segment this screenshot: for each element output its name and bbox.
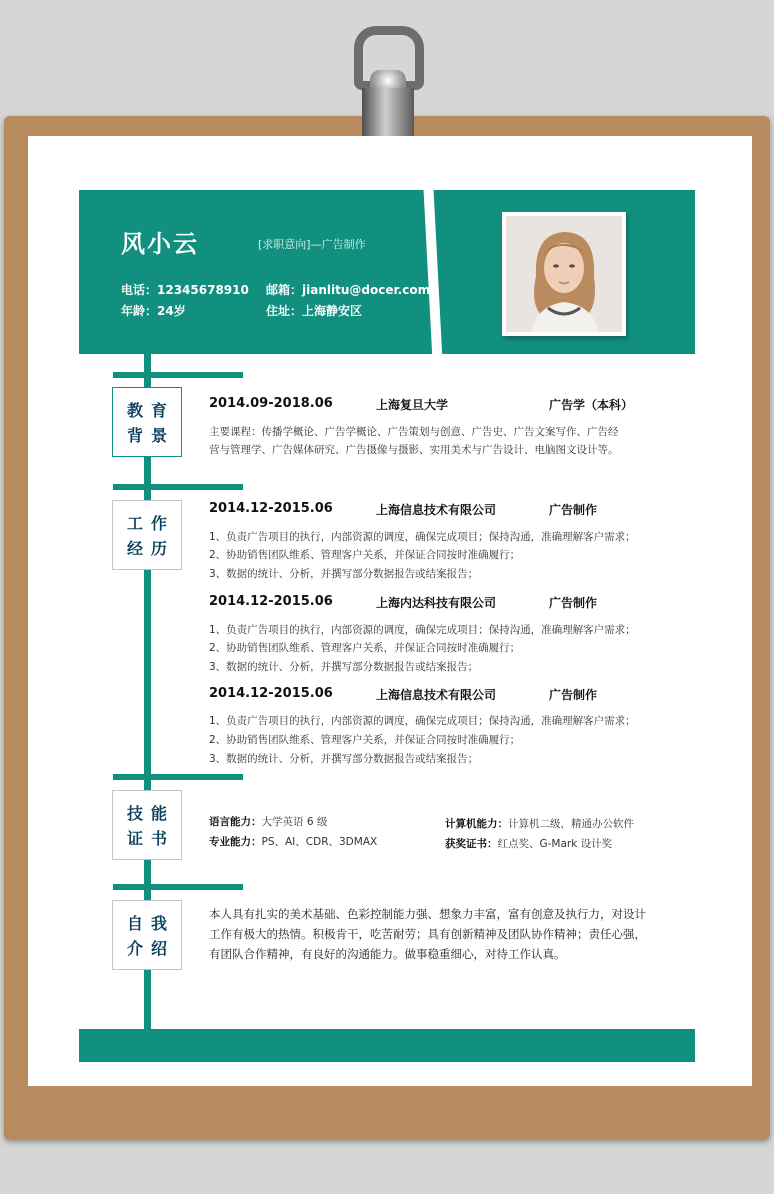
work-3-period: 2014.12-2015.06 — [209, 686, 333, 701]
avatar — [502, 212, 626, 336]
job-intent: [求职意向]—广告制作 — [258, 238, 366, 251]
skill-language: 语言能力：大学英语 6 级 — [209, 816, 328, 828]
education-courses-2: 营与管理学、广告媒体研究、广告摄像与摄影、实用美术与广告设计、电脑图文设计等。 — [209, 444, 619, 456]
work-2-duty-1: 1、负责广告项目的执行，内部资源的调度，确保完成项目；保持沟通，准确理解客户需求； — [209, 624, 636, 636]
work-2-duty-2: 2、协助销售团队维系、管理客户关系，并保证合同按时准确履行； — [209, 642, 521, 654]
education-bar — [113, 372, 243, 378]
work-3-duty-1: 1、负责广告项目的执行，内部资源的调度，确保完成项目；保持沟通，准确理解客户需求； — [209, 715, 636, 727]
skills-bar — [113, 774, 243, 780]
work-1-role: 广告制作 — [549, 503, 598, 517]
education-courses-1: 主要课程：传播学概论、广告学概论、广告策划与创意、广告史、广告文案写作、广告经 — [209, 426, 619, 438]
intro-bar — [113, 884, 243, 890]
phone-text: 电话：12345678910 — [121, 283, 249, 297]
work-2-role: 广告制作 — [549, 596, 598, 610]
work-3-duty-2: 2、协助销售团队维系、管理客户关系，并保证合同按时准确履行； — [209, 734, 521, 746]
skill-professional: 专业能力：PS、AI、CDR、3DMAX — [209, 836, 378, 848]
skill-award: 获奖证书：红点奖、G-Mark 设计奖 — [445, 838, 613, 850]
work-3-duty-3: 3、数据的统计、分析，并撰写部分数据报告或结案报告； — [209, 753, 479, 765]
resume-footer — [79, 1029, 695, 1062]
section-skills-title: 技 能 证 书 — [112, 790, 182, 860]
portrait-photo — [506, 216, 622, 332]
education-period: 2014.09-2018.06 — [209, 396, 333, 411]
section-work-title: 工 作 经 历 — [112, 500, 182, 570]
work-1-duty-2: 2、协助销售团队维系、管理客户关系，并保证合同按时准确履行； — [209, 549, 521, 561]
work-2-duty-3: 3、数据的统计、分析，并撰写部分数据报告或结案报告； — [209, 661, 479, 673]
work-1-duty-1: 1、负责广告项目的执行，内部资源的调度，确保完成项目；保持沟通，准确理解客户需求； — [209, 531, 636, 543]
email-text: 邮箱：jianlitu@docer.com — [266, 283, 431, 297]
work-bar — [113, 484, 243, 490]
work-3-role: 广告制作 — [549, 688, 598, 702]
work-2-period: 2014.12-2015.06 — [209, 594, 333, 609]
age-text: 年龄：24岁 — [121, 304, 186, 318]
section-education-title: 教 育 背 景 — [112, 387, 182, 457]
candidate-name: 风小云 — [121, 230, 199, 258]
work-3-company: 上海信息技术有限公司 — [376, 688, 497, 702]
education-school: 上海复旦大学 — [376, 398, 449, 412]
self-intro-text: 本人具有扎实的美术基础、色彩控制能力强、想象力丰富，富有创意及执行力，对设计工作有极大的热情。积极肯干，吃苦耐劳；具有创新精神及团队协作精神；责任心强，有团队合作精神，有良好的沟通能力。做事稳重细心，对待工作认真。 — [209, 907, 646, 961]
work-1-company: 上海信息技术有限公司 — [376, 503, 497, 517]
skill-computer: 计算机能力：计算机二级，精通办公软件 — [445, 818, 634, 830]
work-1-period: 2014.12-2015.06 — [209, 501, 333, 516]
education-major: 广告学（本科） — [549, 398, 634, 412]
section-intro-title: 自 我 介 绍 — [112, 900, 182, 970]
address-text: 住址：上海静安区 — [266, 304, 363, 318]
work-2-company: 上海内达科技有限公司 — [376, 596, 497, 610]
work-1-duty-3: 3、数据的统计、分析，并撰写部分数据报告或结案报告； — [209, 568, 479, 580]
